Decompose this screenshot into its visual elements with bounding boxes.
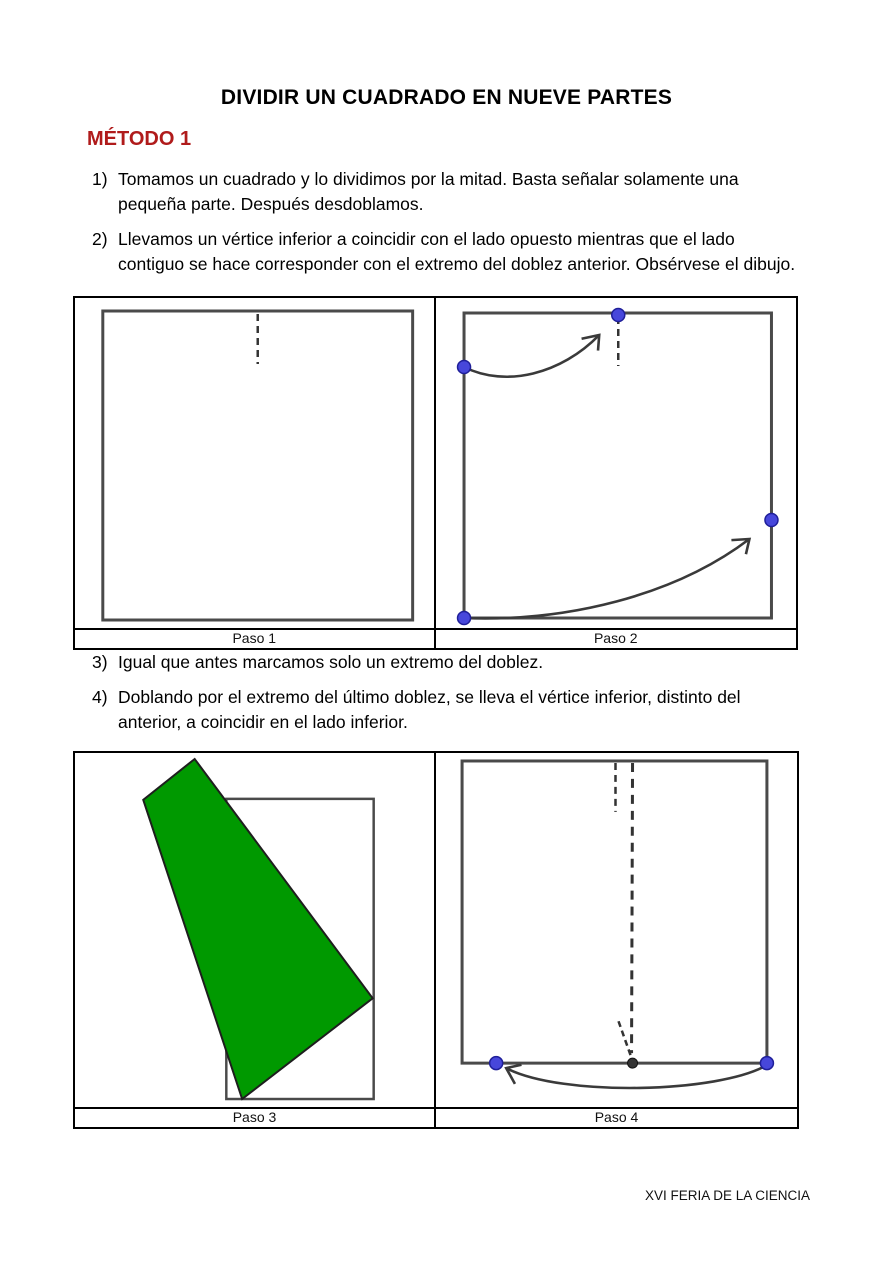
fold-arrow-top xyxy=(464,335,599,377)
figure-table-pasos-1-2 xyxy=(73,296,798,650)
figure-table-pasos-3-4 xyxy=(73,751,799,1129)
figure-caption-paso-4: Paso 4 xyxy=(436,1107,797,1127)
fold-point-bottom-left xyxy=(457,612,470,625)
list-item-3 xyxy=(92,650,798,675)
figure-paso-2 xyxy=(436,298,797,628)
list-item-1 xyxy=(92,167,798,217)
figure-caption-paso-2: Paso 2 xyxy=(436,628,797,648)
fold-point-right xyxy=(764,514,777,527)
figure-caption-paso-1: Paso 1 xyxy=(75,628,436,648)
list-item-text: Llevamos un vértice inferior a coincidir con el lado opuesto mientras que el lado contiguo se hace corresponder con el extremo del doblez anterior. Obsérvese el dibujo. xyxy=(118,229,796,274)
figure-paso-4 xyxy=(436,753,797,1107)
square-outline xyxy=(462,761,767,1063)
list-item-number: 1) xyxy=(92,169,108,189)
list-item-text: Igual que antes marcamos solo un extremo del doblez. xyxy=(118,652,544,672)
steps-list-3-4 xyxy=(92,650,798,745)
list-item-text: Tomamos un cuadrado y lo dividimos por la mitad. Basta señalar solamente una pequeña parte. Después desdoblamos. xyxy=(118,169,739,214)
figure-caption-paso-3: Paso 3 xyxy=(75,1107,436,1127)
fold-crease-long-dashed-line xyxy=(632,763,633,1053)
page-title: DIVIDIR UN CUADRADO EN NUEVE PARTES xyxy=(220,86,673,109)
paso4-diagram xyxy=(436,753,797,1107)
paso3-diagram xyxy=(75,753,434,1107)
figure-paso-3 xyxy=(75,753,436,1107)
paso1-diagram xyxy=(75,298,434,628)
list-item-4 xyxy=(92,685,798,735)
fold-point-top xyxy=(611,309,624,322)
steps-list-1-2 xyxy=(92,167,798,287)
fold-point-bottom-right xyxy=(760,1057,773,1070)
crease-end-point xyxy=(628,1058,638,1068)
list-item-number: 2) xyxy=(92,229,108,249)
list-item-text: Doblando por el extremo del último doblez, se lleva el vértice inferior, distinto del anterior, a coincidir en el lado inferior. xyxy=(118,687,741,732)
fold-arrow-bottom xyxy=(506,1065,767,1088)
figure-paso-1 xyxy=(75,298,436,628)
page-footer: XVI FERIA DE LA CIENCIA xyxy=(644,1188,810,1203)
method-heading: MÉTODO 1 xyxy=(87,128,192,150)
fold-crease-slanted-dashed-line xyxy=(619,1021,631,1055)
fold-point-bottom-left xyxy=(490,1057,503,1070)
square-outline xyxy=(103,311,413,620)
list-item-2 xyxy=(92,227,798,277)
list-item-number: 4) xyxy=(92,687,108,707)
paso2-diagram xyxy=(436,298,797,628)
folded-green-flap xyxy=(143,759,372,1099)
fold-arrow-bottom xyxy=(464,539,749,618)
list-item-number: 3) xyxy=(92,652,108,672)
fold-point-left xyxy=(457,361,470,374)
